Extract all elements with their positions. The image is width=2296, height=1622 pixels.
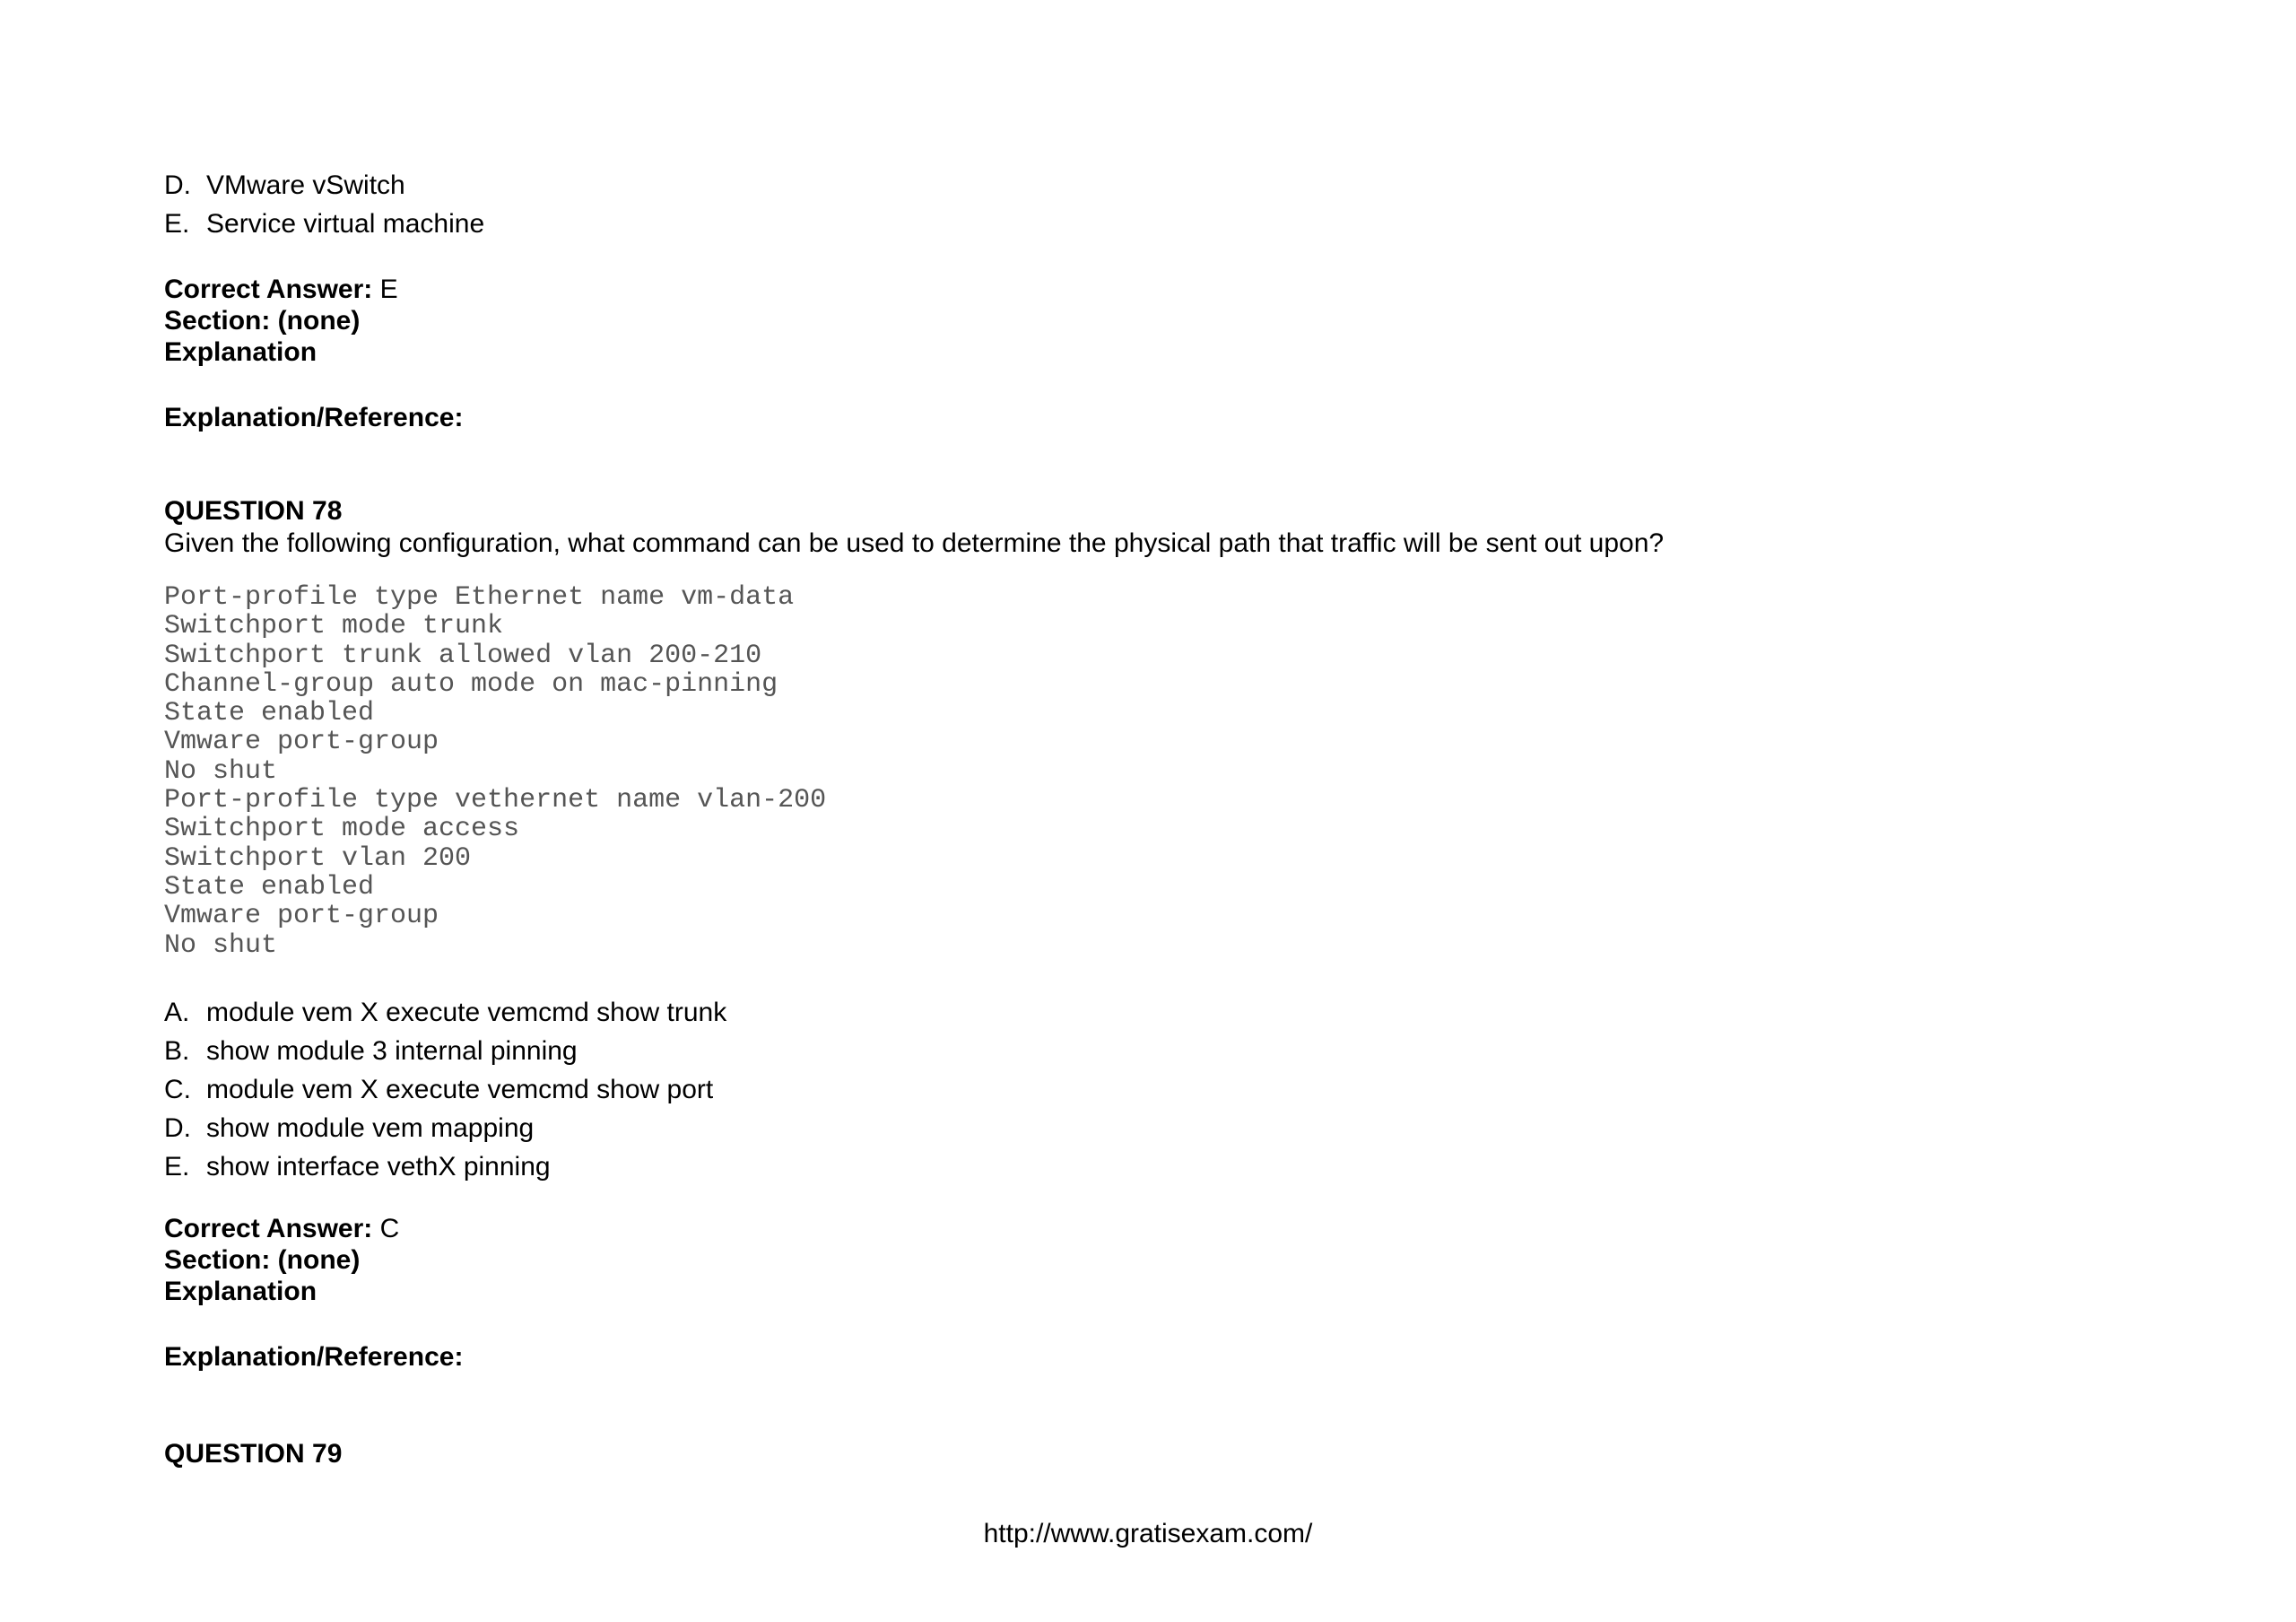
code-line: Vmware port-group xyxy=(164,727,439,758)
list-item xyxy=(164,1109,726,1147)
correct-answer-label: Correct Answer: xyxy=(164,275,373,304)
code-line: Switchport vlan 200 xyxy=(164,842,472,874)
correct-answer xyxy=(164,274,398,305)
code-line: Port-profile type Ethernet name vm-data xyxy=(164,582,795,613)
option-text: module vem X execute vemcmd show port xyxy=(206,1075,714,1104)
prev-options-list xyxy=(164,166,484,243)
option-text: VMware vSwitch xyxy=(206,170,405,200)
section-label: Section: (none) xyxy=(164,1245,361,1275)
correct-answer-value: E xyxy=(379,275,398,304)
explanation-reference-label: Explanation/Reference: xyxy=(164,403,464,432)
code-line: State enabled xyxy=(164,871,375,903)
list-item xyxy=(164,1147,726,1186)
explanation-label: Explanation xyxy=(164,337,317,367)
question-text: Given the following configuration, what command can be used to determine the physical path that traffic will be sent out upon? xyxy=(164,528,1665,558)
option-text: show module vem mapping xyxy=(206,1113,535,1143)
explanation-label: Explanation xyxy=(164,1277,317,1306)
code-line: Channel-group auto mode on mac-pinning xyxy=(164,668,778,700)
list-item xyxy=(164,205,484,243)
answer-meta xyxy=(164,1213,399,1307)
footer-url: http://www.gratisexam.com/ xyxy=(983,1519,1313,1548)
code-line: No shut xyxy=(164,929,278,961)
option-text: show interface vethX pinning xyxy=(206,1152,551,1182)
list-item xyxy=(164,993,726,1032)
code-line: Switchport trunk allowed vlan 200-210 xyxy=(164,640,762,671)
answer-options-list xyxy=(164,993,726,1186)
code-line: State enabled xyxy=(164,698,375,729)
option-text: show module 3 internal pinning xyxy=(206,1036,578,1066)
list-item xyxy=(164,166,484,205)
option-letter: C. xyxy=(164,1075,191,1104)
option-letter: E. xyxy=(164,1152,190,1182)
correct-answer-label: Correct Answer: xyxy=(164,1214,373,1243)
code-line: Port-profile type vethernet name vlan-200 xyxy=(164,785,827,816)
list-item xyxy=(164,1070,726,1109)
code-line: No shut xyxy=(164,755,278,787)
code-line: Switchport mode trunk xyxy=(164,611,504,642)
prev-answer-meta xyxy=(164,274,398,368)
config-code-block xyxy=(164,583,826,960)
correct-answer xyxy=(164,1213,399,1244)
code-line: Switchport mode access xyxy=(164,814,520,845)
option-letter: D. xyxy=(164,170,191,200)
question-title: QUESTION 78 xyxy=(164,496,343,526)
option-letter: D. xyxy=(164,1113,191,1143)
option-letter: A. xyxy=(164,998,190,1027)
correct-answer-value: C xyxy=(379,1214,400,1243)
code-line: Vmware port-group xyxy=(164,901,439,932)
option-text: module vem X execute vemcmd show trunk xyxy=(206,998,727,1027)
option-letter: B. xyxy=(164,1036,190,1066)
question-title: QUESTION 79 xyxy=(164,1439,343,1469)
list-item xyxy=(164,1032,726,1070)
section-label: Section: (none) xyxy=(164,306,361,336)
option-letter: E. xyxy=(164,209,190,239)
option-text: Service virtual machine xyxy=(206,209,485,239)
explanation-reference-label: Explanation/Reference: xyxy=(164,1342,464,1372)
